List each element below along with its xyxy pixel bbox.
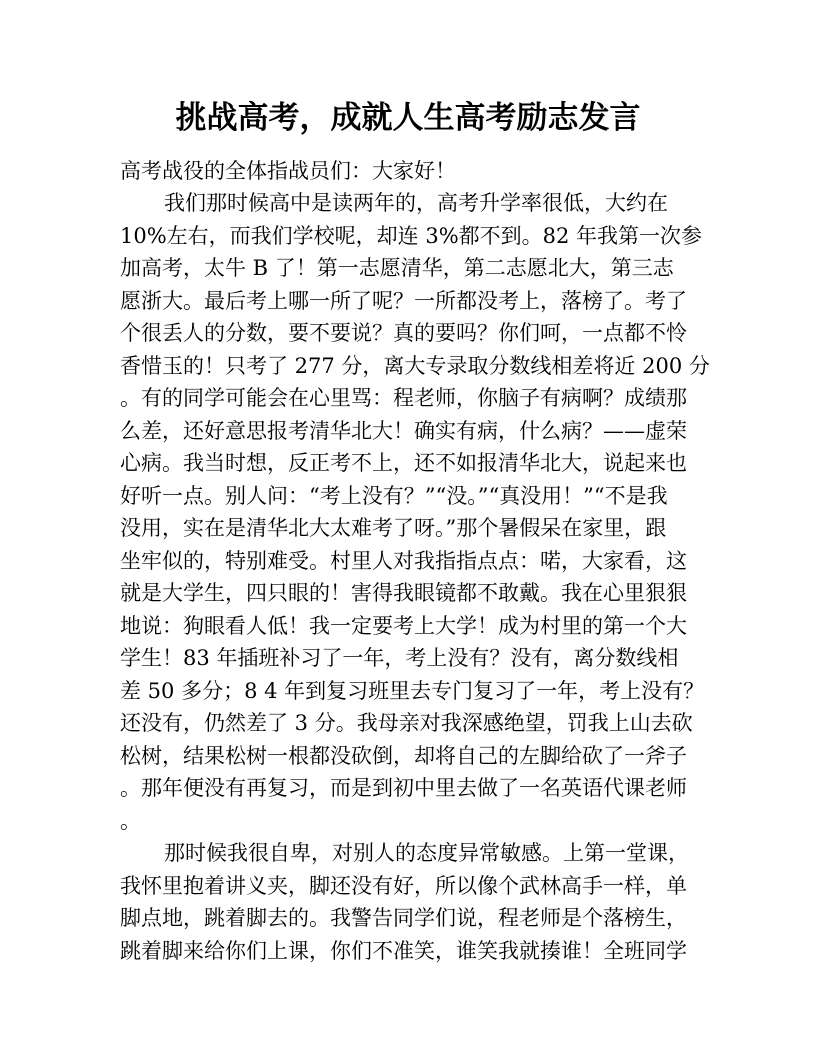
paragraph-line: 地说：狗眼看人低！我一定要考上大学！成为村里的第一个大: [120, 613, 687, 638]
body-text: [120, 187, 710, 967]
document-title: 挑战高考，成就人生高考励志发言: [175, 100, 641, 136]
greeting-line: 高考战役的全体指战员们：大家好！: [120, 159, 456, 183]
paragraph-line: 就是大学生，四只眼的！害得我眼镜都不敢戴。我在心里狠狠: [120, 581, 687, 605]
paragraph-line: 。那年便没有再复习，而是到初中里去做了一名英语代课老师: [120, 776, 687, 800]
paragraph-line: 跳着脚来给你们上课，你们不准笑，谁笑我就揍谁！全班同学: [120, 938, 687, 963]
paragraph-line: 坐牢似的，特别难受。村里人对我指指点点：喏，大家看，这: [120, 548, 687, 573]
paragraph-line: 么差，还好意思报考清华北大！确实有病，什么病？——虚荣: [120, 418, 687, 443]
paragraph-line: 。: [120, 808, 141, 833]
paragraph-line: 还没有，仍然差了 3 分。我母亲对我深感绝望，罚我上山去砍: [120, 711, 693, 735]
paragraph-line: 那时候我很自卑，对别人的态度异常敏感。上第一堂课，: [164, 841, 689, 865]
paragraph-line: 10%左右，而我们学校呢，却连 3%都不到。82 年我第一次参: [120, 223, 703, 248]
paragraph-line: 好听一点。别人问：“考上没有？”“没。”“真没用！”“不是我: [120, 483, 668, 508]
paragraph-line: 松树，结果松树一根都没砍倒，却将自己的左脚给砍了一斧子: [120, 743, 687, 768]
paragraph-line: 我们那时候高中是读两年的，高考升学率很低，大约在: [164, 191, 668, 215]
paragraph-line: 。有的同学可能会在心里骂：程老师，你脑子有病啊？成绩那: [120, 386, 687, 410]
paragraph-line: 香惜玉的！只考了 277 分，离大专录取分数线相差将近 200 分: [120, 353, 710, 378]
paragraph-line: 学生！83 年插班补习了一年，考上没有？没有，离分数线相: [120, 646, 679, 670]
paragraph-line: 我怀里抱着讲义夹，脚还没有好，所以像个武林高手一样，单: [120, 873, 687, 898]
paragraph-line: 愿浙大。最后考上哪一所了呢？一所都没考上，落榜了。考了: [120, 288, 687, 313]
paragraph-line: 脚点地，跳着脚去的。我警告同学们说，程老师是个落榜生，: [120, 906, 687, 930]
paragraph-line: 心病。我当时想，反正考不上，还不如报清华北大，说起来也: [120, 451, 687, 475]
paragraph-line: 个很丢人的分数，要不要说？真的要吗？你们呵，一点都不怜: [120, 321, 687, 345]
paragraph-line: 没用，实在是清华北大太难考了呀。”那个暑假呆在家里，跟: [120, 516, 667, 540]
paragraph-line: 差 50 多分；8 4 年到复习班里去专门复习了一年，考上没有？: [120, 678, 705, 703]
paragraph-line: 加高考，太牛 B 了！第一志愿清华，第二志愿北大，第三志: [120, 256, 674, 280]
